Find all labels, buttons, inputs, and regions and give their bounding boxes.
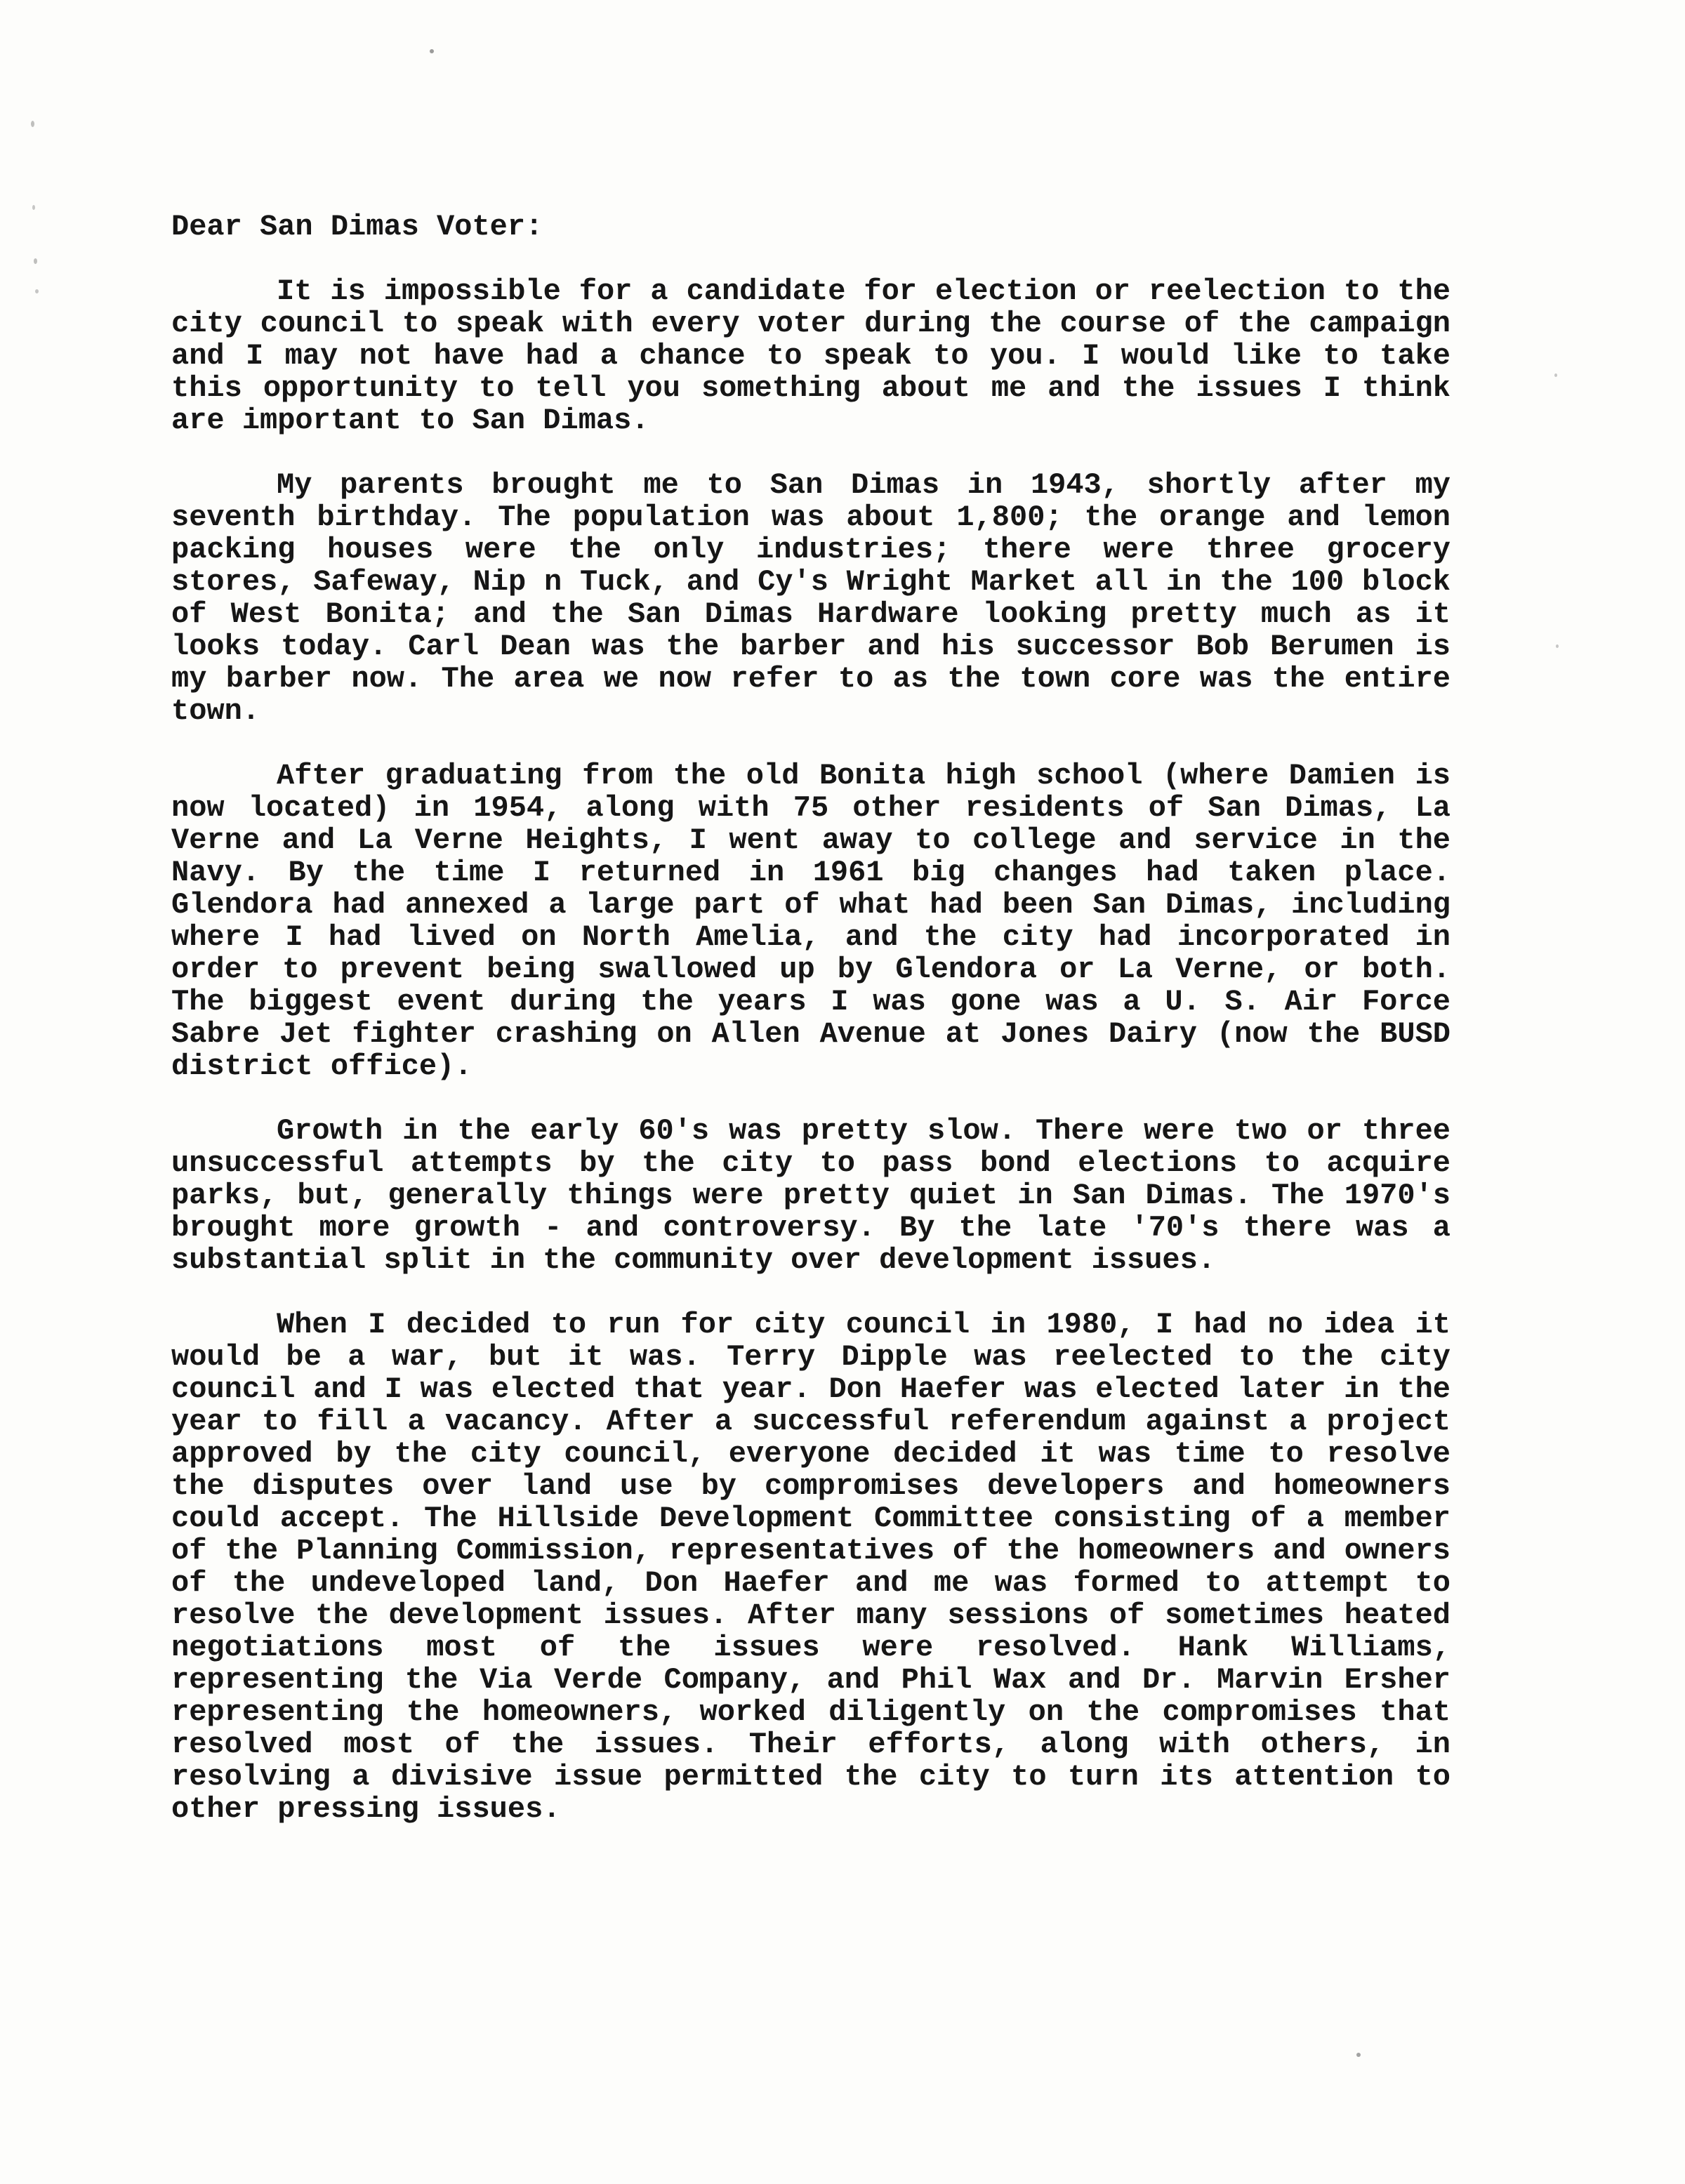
paragraph-city-council-1980: When I decided to run for city council in 1980, I had no idea it would be a war, but it was. Terry Dipple was reelected to the city council and I was elected that year. Don Haefer was elected later in the year to fill a vacancy. After a successful referendum against a project approved by the city council, everyone decided it was time to resolve the disputes over land use by compromises developers and homeowners could accept. The Hillside Development Committee consisting of a member of the Planning Commission, representatives of the homeowners and owners of the undeveloped land, Don Haefer and me was formed to attempt to resolve the development issues. After many sessions of sometimes heated negotiations most of the issues were resolved. Hank Williams, representing the Via Verde Company, and Phil Wax and Dr. Marvin Ersher representing the homeowners, worked diligently on the compromises that resolved most of the issues. Their efforts, along with others, in resolving a divisive issue permitted the city to turn its attention to other pressing issues. (171, 1308, 1451, 1826)
scan-speck (31, 121, 34, 127)
letter-body (171, 211, 1451, 1825)
scan-speck (34, 258, 37, 264)
scan-speck (32, 205, 35, 210)
scan-speck (1556, 644, 1559, 648)
paragraph-intro: It is impossible for a candidate for election or reelection to the city council to speak with every voter during the course of the campaign and I may not have had a chance to speak to you. I would like to take this opportunity to tell you something about me and the issues I think are important to San Dimas. (171, 274, 1451, 437)
paragraph-growth-60s-70s: Growth in the early 60's was pretty slow. There were two or three unsuccessful attempts by the city to pass bond elections to acquire parks, but, generally things were pretty quiet in San Dimas. The 1970's brought more growth - and controversy. By the late '70's there was a substantial split in the community over development issues. (171, 1114, 1451, 1277)
scan-speck (35, 289, 39, 293)
salutation: Dear San Dimas Voter: (171, 210, 543, 244)
paragraph-school-navy: After graduating from the old Bonita high school (where Damien is now located) in 1954, along with 75 other residents of San Dimas, La Verne and La Verne Heights, I went away to college and service in the Navy. By the time I returned in 1961 big changes had taken place. Glendora had annexed a large part of what had been San Dimas, including where I had lived on North Amelia, and the city had incorporated in order to prevent being swallowed up by Glendora or La Verne, or both. The biggest event during the years I was gone was a U. S. Air Force Sabre Jet fighter crashing on Allen Avenue at Jones Dairy (now the BUSD district office). (171, 759, 1451, 1083)
scan-speck (1554, 373, 1557, 377)
scan-speck (1356, 2053, 1361, 2057)
paragraph-childhood: My parents brought me to San Dimas in 1943, shortly after my seventh birthday. The population was about 1,800; the orange and lemon packing houses were the only industries; there were three grocery stores, Safeway, Nip n Tuck, and Cy's Wright Market all in the 100 block of West Bonita; and the San Dimas Hardware looking pretty much as it looks today. Carl Dean was the barber and his successor Bob Berumen is my barber now. The area we now refer to as the town core was the entire town. (171, 468, 1451, 728)
scan-speck (430, 49, 434, 53)
